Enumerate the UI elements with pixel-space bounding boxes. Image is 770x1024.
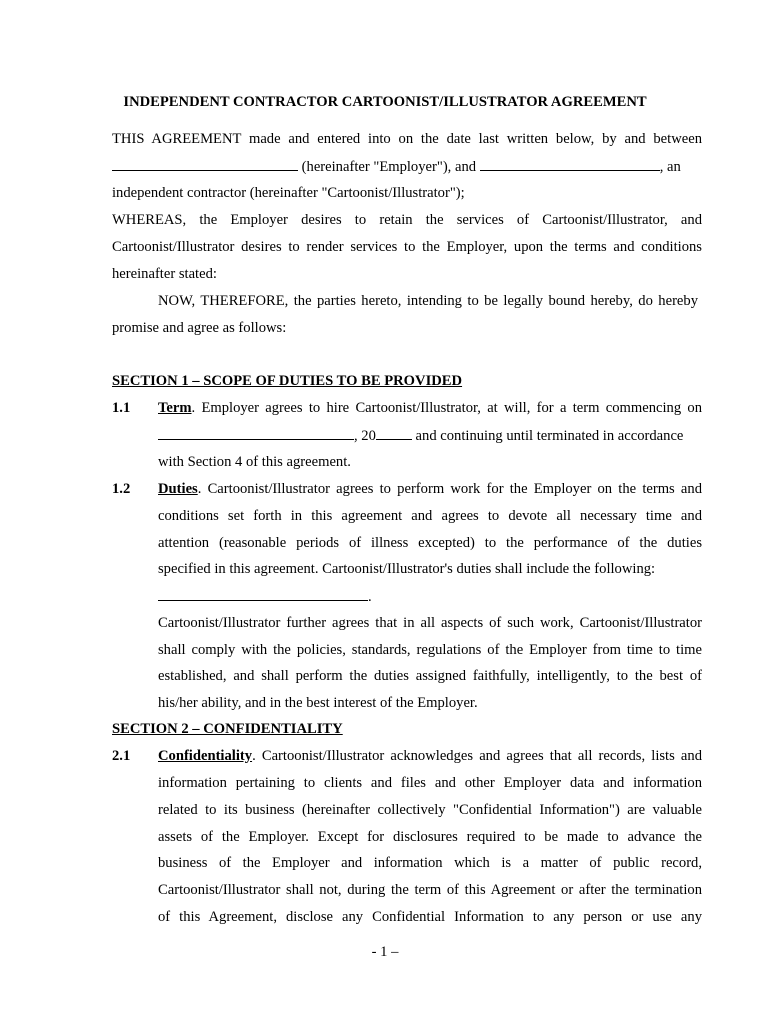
intro-line-2-mid: (hereinafter "Employer"), and [301, 159, 477, 175]
clause-2-1-line-6: Cartoonist/Illustrator shall not, during the term of this Agreement or after the termination [158, 882, 702, 898]
now-therefore-line-2: promise and agree as follows: [112, 320, 287, 336]
clause-1-1-text: . Employer agrees to hire Cartoonist/Illustrator, at will, for a term commencing on [191, 400, 702, 416]
clause-1-2-line-7: shall comply with the policies, standards, regulations of the Employer from time to time [158, 642, 702, 658]
clause-1-2-line-9: his/her ability, and in the best interest of the Employer. [158, 695, 478, 711]
clause-1-2-line-4: specified in this agreement. Cartoonist/Illustrator's duties shall include the following: [158, 561, 656, 577]
intro-line-2-end: , an [659, 159, 681, 175]
intro-line-1: THIS AGREEMENT made and entered into on the date last written below, by and between [112, 131, 702, 147]
intro-line-2 [112, 157, 702, 176]
clause-1-1-number: 1.1 [112, 400, 131, 416]
clause-2-1-title: Confidentiality [158, 748, 253, 764]
clause-1-2-line-8: established, and shall perform the duties assigned faithfully, intelligently, to the best of [158, 668, 702, 684]
clause-1-2-line-6: Cartoonist/Illustrator further agrees that in all aspects of such work, Cartoonist/Illustrator [158, 615, 702, 631]
intro-line-3: independent contractor (hereinafter "Cartoonist/Illustrator"); [112, 185, 465, 201]
clause-1-2-line-1 [158, 480, 702, 498]
clause-2-1-line-1 [158, 747, 702, 765]
section-1-heading: SECTION 1 – SCOPE OF DUTIES TO BE PROVIDED [112, 373, 463, 389]
section-2-heading: SECTION 2 – CONFIDENTIALITY [112, 721, 343, 737]
clause-1-2-title: Duties [158, 481, 198, 497]
page-number: - 1 – [371, 944, 399, 960]
whereas-line-1: WHEREAS, the Employer desires to retain the services of Cartoonist/Illustrator, and [112, 212, 702, 228]
clause-1-2-line-5 [158, 587, 372, 606]
year-blank[interactable] [376, 426, 412, 440]
clause-1-2-text: . Cartoonist/Illustrator agrees to perform work for the Employer on the terms and [197, 481, 702, 497]
duties-blank[interactable] [158, 587, 368, 601]
clause-1-1-line-1 [158, 399, 702, 417]
contractor-name-blank[interactable] [480, 157, 660, 171]
clause-1-2-line-2: conditions set forth in this agreement and agrees to devote all necessary time and [158, 508, 702, 524]
year-prefix: , 20 [354, 428, 376, 444]
duties-period: . [368, 589, 372, 605]
clause-1-1-line-2-text: and continuing until terminated in accordance [415, 428, 684, 444]
clause-2-1-line-2: information pertaining to clients and files and other Employer data and information [158, 775, 702, 791]
document-title: INDEPENDENT CONTRACTOR CARTOONIST/ILLUSTRATOR AGREEMENT [123, 94, 647, 110]
employer-name-blank[interactable] [112, 157, 298, 171]
clause-1-1-line-2 [158, 426, 702, 445]
whereas-line-2: Cartoonist/Illustrator desires to render services to the Employer, upon the terms and conditions [112, 239, 702, 255]
clause-2-1-line-4: assets of the Employer. Except for disclosures required to be made to advance the [158, 829, 702, 845]
clause-2-1-number: 2.1 [112, 748, 131, 764]
clause-1-2-number: 1.2 [112, 481, 131, 497]
clause-1-1-title: Term [158, 400, 192, 416]
clause-2-1-line-7: of this Agreement, disclose any Confidential Information to any person or use any [158, 909, 702, 925]
clause-1-1-line-3: with Section 4 of this agreement. [158, 454, 351, 470]
clause-1-2-line-3: attention (reasonable periods of illness excepted) to the performance of the duties [158, 535, 702, 551]
whereas-line-3: hereinafter stated: [112, 266, 217, 282]
clause-2-1-line-5: business of the Employer and information which is a matter of public record, [158, 855, 702, 871]
clause-2-1-line-3: related to its business (hereinafter collectively "Confidential Information") are valuable [158, 802, 702, 818]
clause-2-1-text: . Cartoonist/Illustrator acknowledges and agrees that all records, lists and [252, 748, 702, 764]
commencement-date-blank[interactable] [158, 426, 354, 440]
now-therefore-line-1: NOW, THEREFORE, the parties hereto, intending to be legally bound hereby, do hereby [158, 293, 698, 309]
